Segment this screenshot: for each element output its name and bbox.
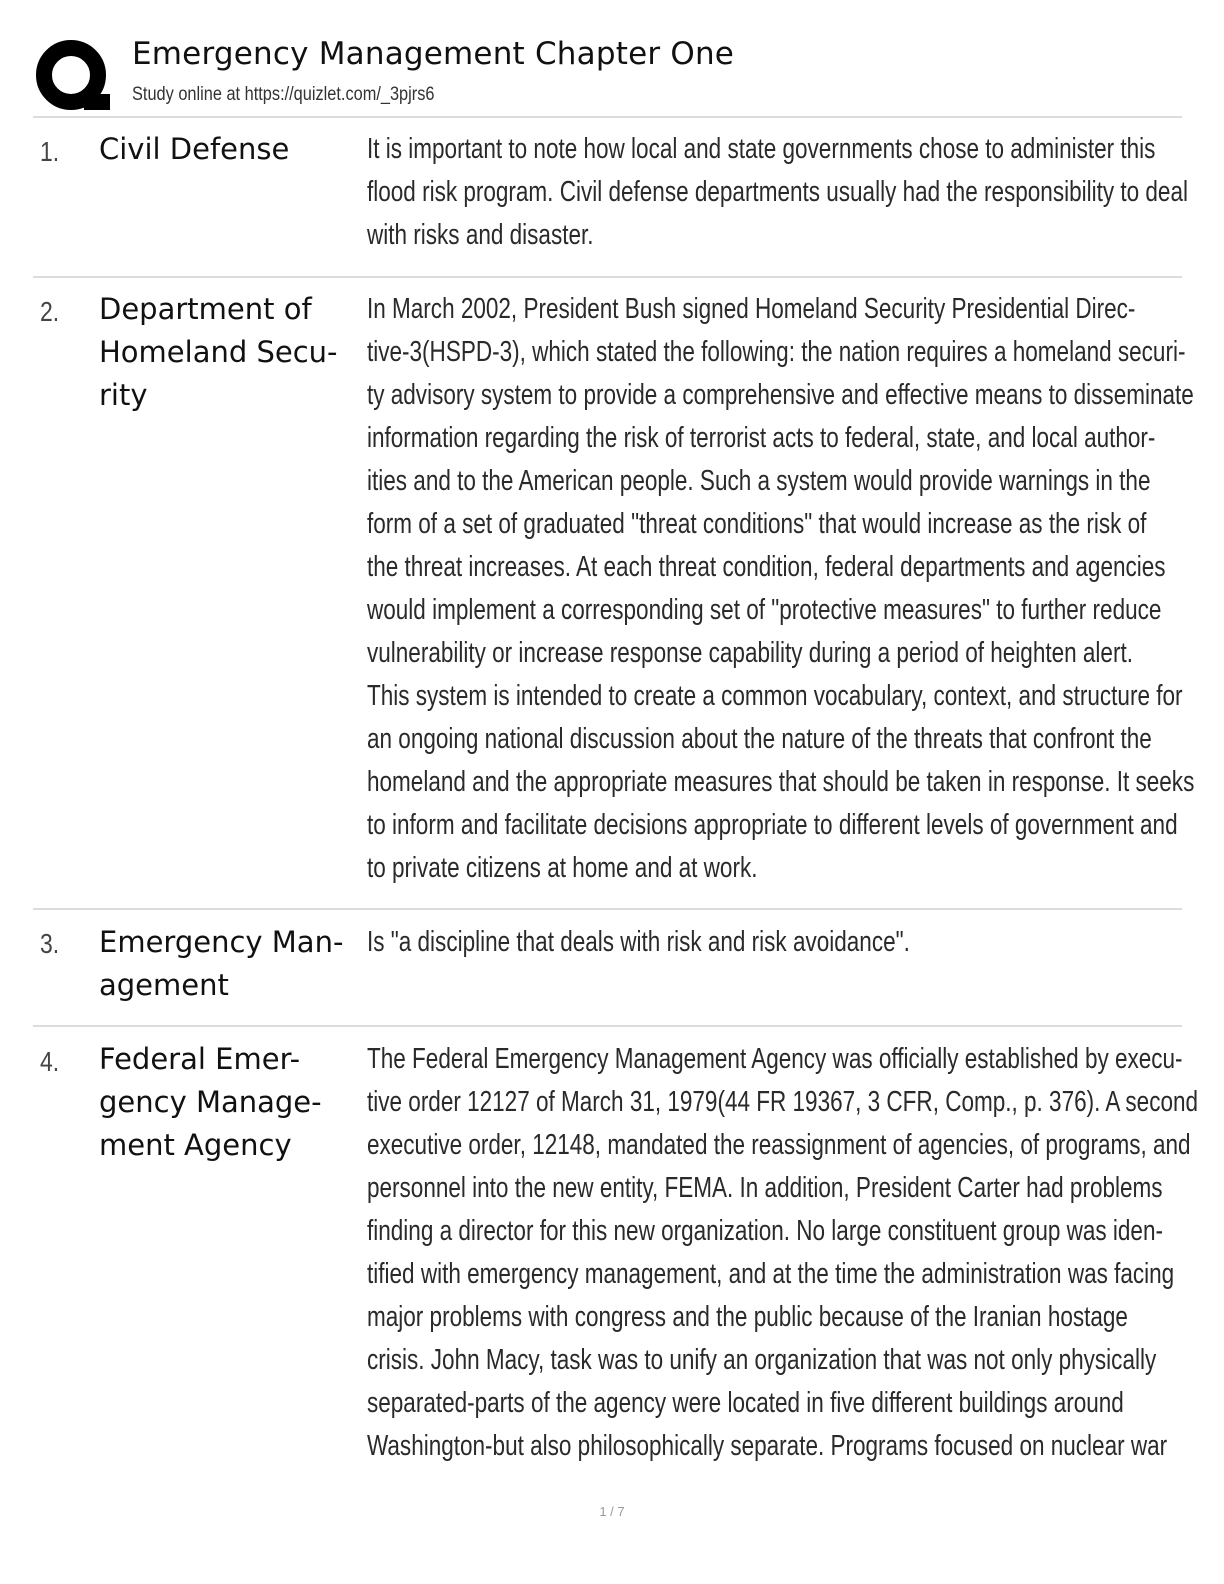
definition-line: major problems with congress and the public because of the Iranian hostage [367,1301,1128,1333]
term [99,128,351,171]
term-line: Federal Emer- [99,1042,301,1076]
definition-line: This system is intended to create a common vocabulary, context, and structure for [367,680,1183,712]
definition-line: vulnerability or increase response capability during a period of heighten alert. [367,637,1133,669]
page-number: 1 / 7 [599,1504,625,1519]
page-title: Emergency Management Chapter One [132,36,735,72]
definition-line: the threat increases. At each threat condition, federal departments and agencies [367,551,1166,583]
divider [33,1025,1182,1027]
entry-number: 1. [40,136,60,167]
definition-line: executive order, 12148, mandated the reassignment of agencies, of programs, and [367,1129,1191,1161]
definition-line: ities and to the American people. Such a system would provide warnings in the [367,465,1151,497]
definition-line: tive-3(HSPD-3), which stated the following: the nation requires a homeland securi- [367,336,1186,368]
term-line: Homeland Secu- [99,335,338,369]
term-line: agement [99,968,229,1002]
definition-line: to inform and facilitate decisions appropriate to different levels of government and [367,809,1178,841]
definition-line: Washington-but also philosophically separate. Programs focused on nuclear war [367,1430,1168,1462]
term-line: rity [99,378,148,412]
definition-line: The Federal Emergency Management Agency was officially established by execu- [367,1043,1183,1075]
definition-line: ty advisory system to provide a comprehensive and effective means to disseminate [367,379,1194,411]
definition-line: separated-parts of the agency were located in five different buildings around [367,1387,1124,1419]
term [99,921,351,1007]
term [99,1038,351,1167]
definition-line: with risks and disaster. [367,219,594,251]
divider [33,908,1182,910]
definition-line: information regarding the risk of terrorist acts to federal, state, and local author- [367,422,1156,454]
term-line: gency Manage- [99,1085,322,1119]
definition [367,921,1167,964]
page-header [34,34,1180,112]
definition-line: form of a set of graduated "threat conditions" that would increase as the risk of [367,508,1147,540]
entry-number: 2. [40,296,60,327]
divider [33,116,1182,118]
definition [367,128,1188,257]
divider [33,276,1182,278]
definition-line: finding a director for this new organization. No large constituent group was iden- [367,1215,1163,1247]
term [99,288,351,417]
definition-line: an ongoing national discussion about the nature of the threats that confront the [367,723,1152,755]
definition-line: tified with emergency management, and at the time the administration was facing [367,1258,1175,1290]
definition-line: to private citizens at home and at work. [367,852,758,884]
definition-line: tive order 12127 of March 31, 1979(44 FR 19367, 3 CFR, Comp., p. 376). A second [367,1086,1199,1118]
definition-line: flood risk program. Civil defense departments usually had the responsibility to deal [367,176,1188,208]
definition-line: Is "a discipline that deals with risk and risk avoidance". [367,926,910,958]
definition-line: It is important to note how local and state governments chose to administer this [367,133,1156,165]
definition-line: crisis. John Macy, task was to unify an organization that was not only physically [367,1344,1157,1376]
definition [367,1038,1199,1468]
entry-number: 4. [40,1046,60,1077]
definition-line: personnel into the new entity, FEMA. In addition, President Carter had problems [367,1172,1163,1204]
study-link[interactable]: Study online at https://quizlet.com/_3pjrs6 [132,84,435,105]
entry-number: 3. [40,928,60,959]
term-line: Emergency Man- [99,925,344,959]
definition-line: homeland and the appropriate measures that should be taken in response. It seeks [367,766,1195,798]
term-line: Civil Defense [99,132,290,166]
term-line: ment Agency [99,1128,292,1162]
quizlet-logo-icon [34,38,112,116]
term-line: Department of [99,292,312,326]
definition-line: In March 2002, President Bush signed Homeland Security Presidential Direc- [367,293,1136,325]
definition-line: would implement a corresponding set of "protective measures" to further reduce [367,594,1162,626]
definition [367,288,1195,890]
